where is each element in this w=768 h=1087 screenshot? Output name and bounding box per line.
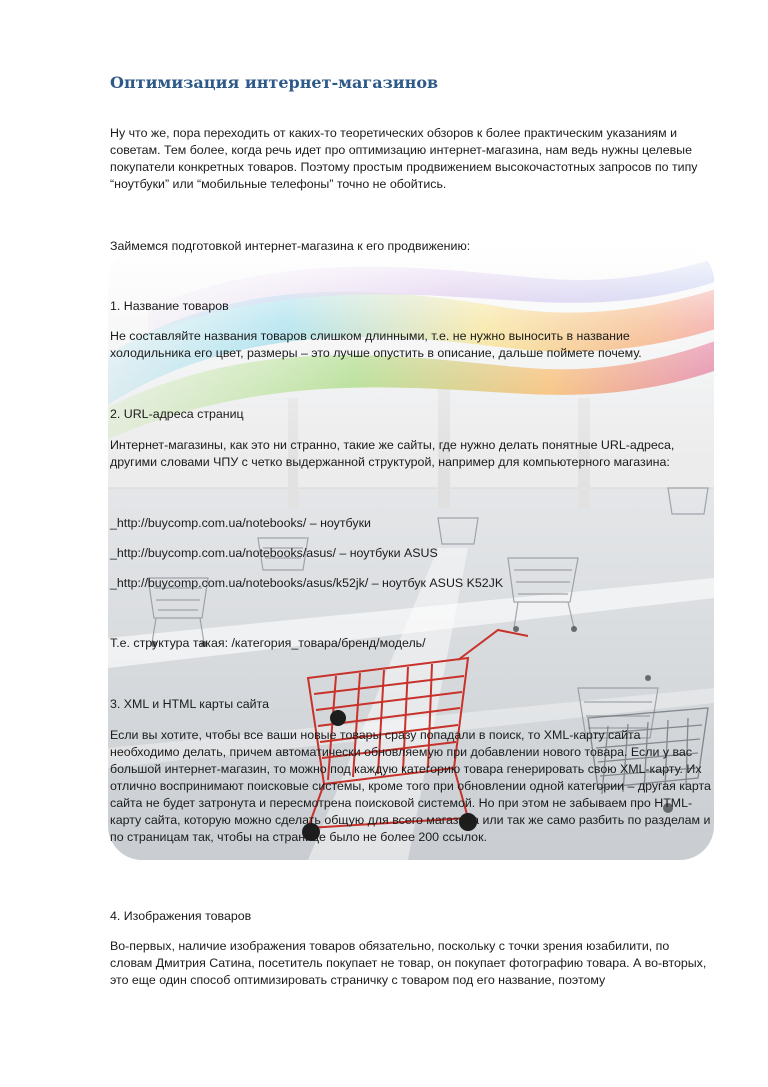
section-heading-names: 1. Название товаров [110, 299, 229, 313]
section-heading-sitemap: 3. XML и HTML карты сайта [110, 697, 269, 711]
section-heading-urls: 2. URL-адреса страниц [110, 407, 244, 421]
url-example: _http://buycomp.com.ua/notebooks/asus/ – ноутбуки ASUS [110, 546, 438, 560]
lead-paragraph: Займемся подготовкой интернет-магазина к его продвижению: [110, 239, 471, 253]
section-text-images: Во-первых, наличие изображения товаров обязательно, поскольку с точки зрения юзабилити, по словам Дмитрия Сатина, посетитель покупает не товар, он покупает фотографию товара. А во-вторых, это еще один способ оптимизировать страничку с товаром под его название, поэтому [110, 939, 707, 987]
page-title: Оптимизация интернет-магазинов [110, 73, 439, 92]
section-heading-images: 4. Изображения товаров [110, 909, 252, 923]
section-text-urls: Интернет-магазины, как это ни странно, такие же сайты, где нужно делать понятные URL-адреса, другими словами ЧПУ с четко выдержанной структурой, например для компьютерного магазина: [110, 438, 675, 469]
section-text-names: Не составляйте названия товаров слишком длинными, т.е. не нужно выносить в название холодильника его цвет, размеры – это лучше опустить в описание, дальше поймете почему. [110, 329, 642, 360]
section-text-sitemap: Если вы хотите, чтобы все ваши новые товары сразу попадали в поиск, то XML-карту сайта необходимо делать, причем автоматически обновляемую при добавлении нового товара. Если у вас большой интернет-магазин, то можно под каждую категорию товара генерировать свою XML-карту. Их отлично воспринимают поисковые системы, кроме того при обновлении одной категории – другая карта сайта не будет затронута и пересмотрена поисковой системой. Но при этом не забываем про HTML-карту сайта, которую можно сделать общую для всего магазина или так же само разбить по разделам и по страницам так, чтобы на странице было не более 200 ссылок. [110, 728, 711, 844]
url-structure-note: Т.е. структура такая: /категория_товара/бренд/модель/ [110, 636, 426, 650]
url-example: _http://buycomp.com.ua/notebooks/ – ноутбуки [110, 516, 371, 530]
intro-paragraph: Ну что же, пора переходить от каких-то теоретических обзоров к более практическим указаниям и советам. Тем более, когда речь идет про оптимизацию интернет-магазина, нам ведь нужны целевые покупатели конкретных товаров. Поэтому простым продвижением высокочастотных запросов по типу “ноутбуки” или “мобильные телефоны” точно не обойтись. [110, 126, 698, 191]
url-example: _http://buycomp.com.ua/notebooks/asus/k52jk/ – ноутбук ASUS K52JK [110, 576, 504, 590]
